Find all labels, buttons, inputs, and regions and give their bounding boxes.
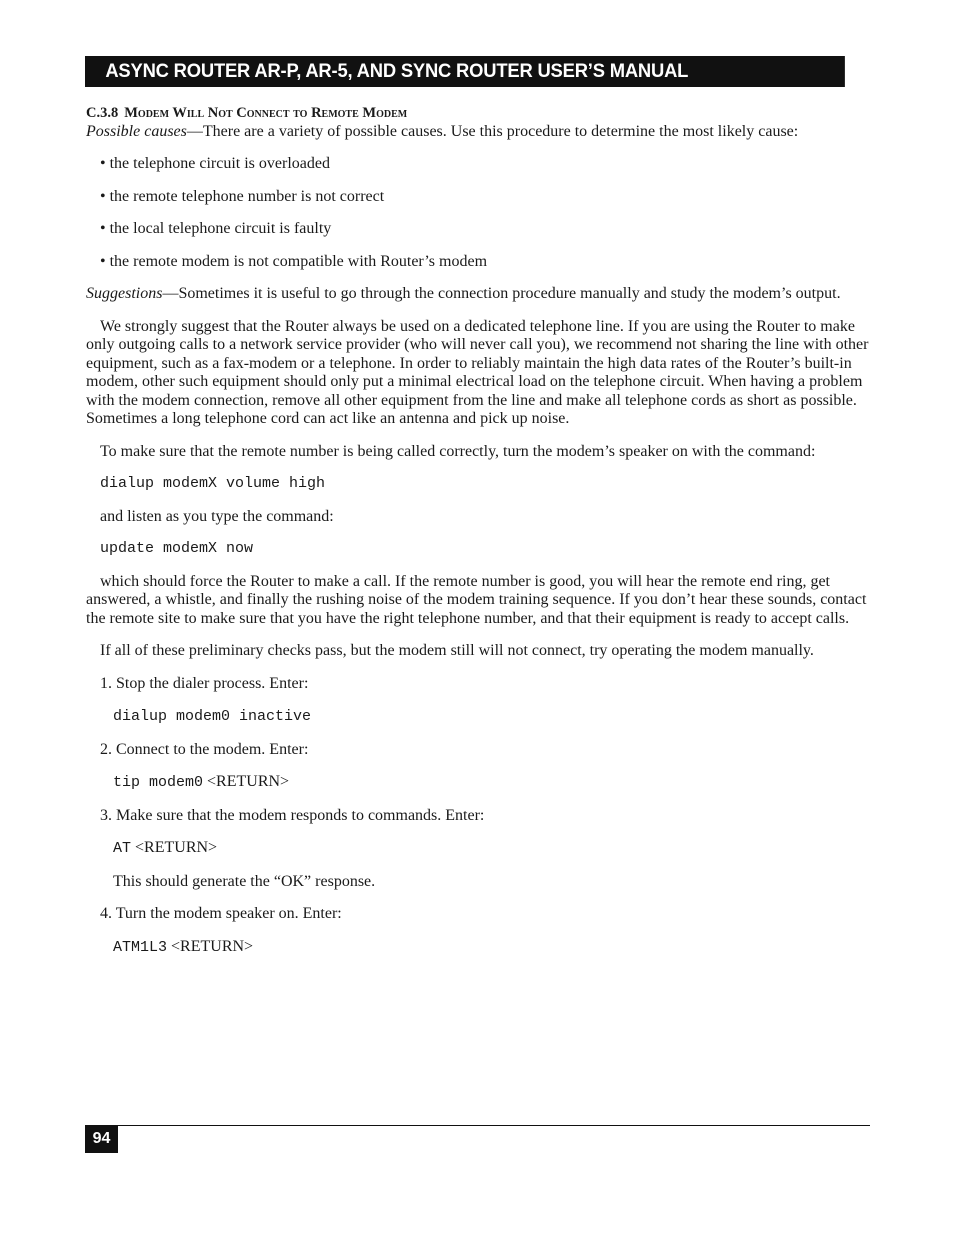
bullet-item: • the telephone circuit is overloaded <box>100 155 330 172</box>
listen-paragraph: and listen as you type the command: <box>100 507 334 525</box>
section-number: C.3.8 <box>86 105 119 121</box>
bullet-item: • the remote modem is not compatible with Router’s modem <box>100 252 488 270</box>
command-update: update modemX now <box>100 540 254 557</box>
suggestions-text: —Sometimes it is useful to go through the connection procedure manually and study the modem’s output. <box>162 285 841 302</box>
step-2-suffix: <RETURN> <box>203 773 290 790</box>
section-title: Modem Will Not Connect to Remote Modem <box>124 105 408 121</box>
suggestions-paragraph <box>86 285 870 304</box>
page-content <box>86 96 870 957</box>
step-3-command <box>86 839 870 859</box>
step-3-suffix: <RETURN> <box>131 839 218 856</box>
step-4-suffix: <RETURN> <box>167 937 254 955</box>
step-3-note: This should generate the “OK” response. <box>113 872 376 890</box>
page-header: ASYNC ROUTER AR-P, AR-5, AND SYNC ROUTER USER’S MANUAL <box>85 56 845 87</box>
bullet-item: • the remote telephone number is not correct <box>100 187 385 205</box>
dedicated-line-paragraph: We strongly suggest that the Router always be used on a dedicated telephone line. If you are using the Router to make only outgoing calls to a network service provider (who will never call you), we recommend not sharing the line with other equipment, such as a fax-modem or a telephone. In order to reliably maintain the high data rates of the Router’s built-in modem, other such equipment should only put a minimal electrical load on the telephone circuit. When having a problem with the modem connection, remove all other equipment from the line and make all telephone cords as short as possible. Sometimes a long telephone cord can act like an antenna and pick up noise. <box>86 317 869 427</box>
step-2-cmd: tip modem0 <box>113 774 204 791</box>
step-3: 3. Make sure that the modem responds to commands. Enter: <box>100 806 485 824</box>
manual-paragraph: If all of these preliminary checks pass, but the modem still will not connect, try operating the modem manually. <box>100 642 814 659</box>
step-3-cmd: AT <box>113 840 132 857</box>
speaker-intro-paragraph: To make sure that the remote number is being called correctly, turn the modem’s speaker on with the command: <box>100 442 816 460</box>
section-heading <box>86 104 870 123</box>
step-1: 1. Stop the dialer process. Enter: <box>100 674 309 692</box>
command-volume: dialup modemX volume high <box>100 475 326 492</box>
force-call-paragraph: which should force the Router to make a call. If the remote number is good, you will hear the remote end ring, get answered, a whistle, and finally the rushing noise of the modem training sequence. If you don’t hear these sounds, contact the remote site to make sure that you have the right telephone number, and that their equipment is ready to accept calls. <box>86 572 867 627</box>
step-2-command <box>86 773 870 793</box>
page-number: 94 <box>85 1125 118 1153</box>
step-2: 2. Connect to the modem. Enter: <box>100 740 309 758</box>
bullet-item: • the local telephone circuit is faulty <box>100 220 332 237</box>
causes-text: —There are a variety of possible causes. Use this procedure to determine the most likely cause: <box>186 122 799 140</box>
step-4: 4. Turn the modem speaker on. Enter: <box>100 905 342 922</box>
footer-rule <box>85 1125 870 1126</box>
step-4-cmd: ATM1L3 <box>113 938 168 956</box>
step-1-command <box>86 707 870 727</box>
causes-paragraph <box>86 123 870 142</box>
step-4-command <box>86 938 870 958</box>
suggestions-label: Suggestions <box>86 285 163 302</box>
causes-label: Possible causes <box>86 122 187 140</box>
step-1-cmd: dialup modem0 inactive <box>113 708 312 725</box>
